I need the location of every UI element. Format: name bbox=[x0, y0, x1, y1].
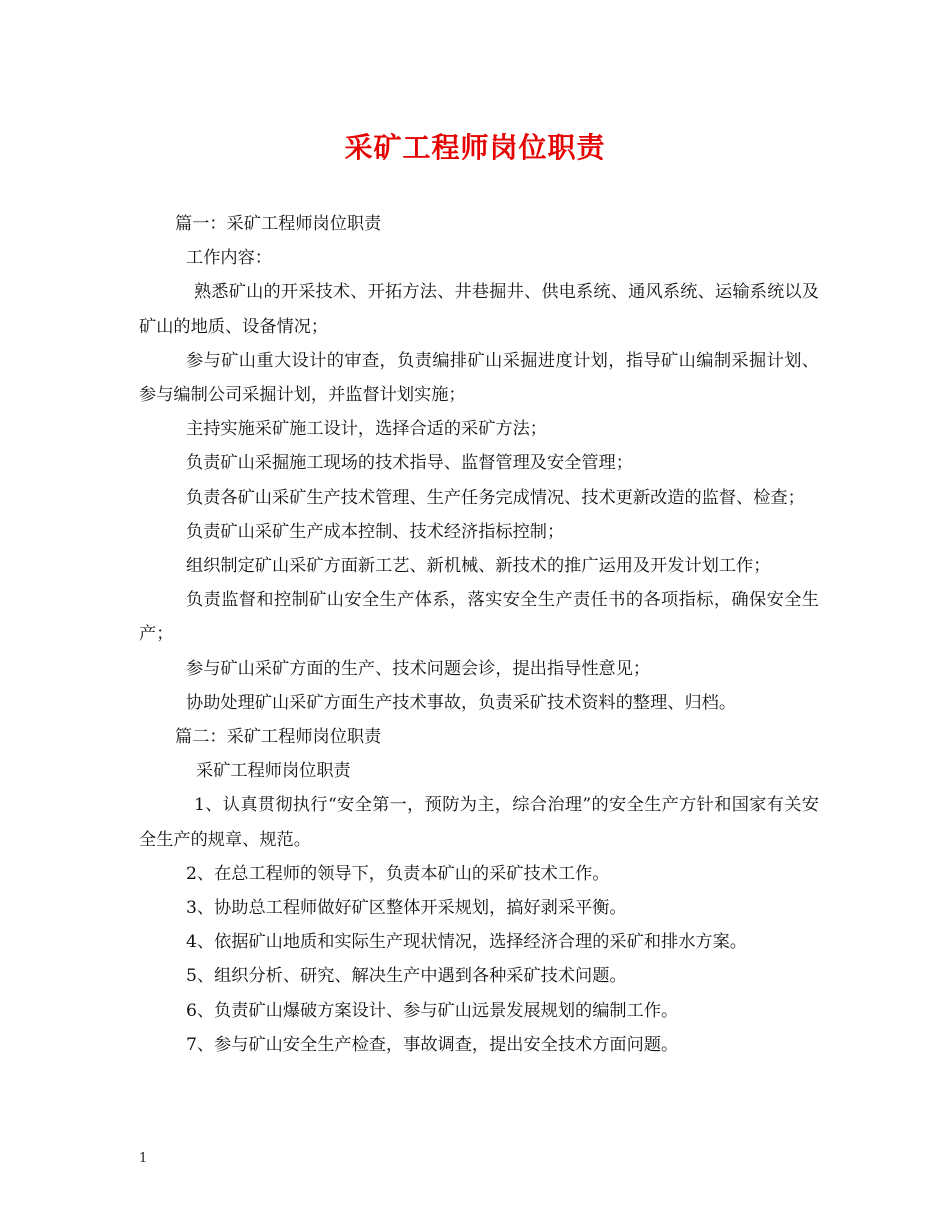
subheading-work-content: 工作内容： bbox=[186, 248, 272, 269]
paragraph: 负责各矿山采矿生产技术管理、生产任务完成情况、技术更新改造的监督、检查； bbox=[186, 487, 805, 508]
subheading-job-duties: 采矿工程师岗位职责 bbox=[196, 761, 351, 782]
paragraph: 参与矿山重大设计的审查，负责编排矿山采掘进度计划，指导矿山编制采掘计划、参与编制公司采掘计划，并监督计划实施； bbox=[139, 350, 819, 406]
paragraph: 负责矿山采掘施工现场的技术指导、监督管理及安全管理； bbox=[186, 453, 633, 474]
paragraph: 负责监督和控制矿山安全生产体系，落实安全生产责任书的各项指标，确保安全生产； bbox=[139, 590, 819, 645]
numbered-item: 2、在总工程师的领导下，负责本矿山的采矿技术工作。 bbox=[186, 863, 610, 884]
paragraph: 参与矿山采矿方面的生产、技术问题会诊，提出指导性意见； bbox=[186, 658, 651, 679]
paragraph: 负责矿山采矿生产成本控制、技术经济指标控制； bbox=[186, 521, 565, 542]
numbered-item: 1、认真贯彻执行“安全第一，预防为主，综合治理”的安全生产方针和国家有关安全生产的规章、规范。 bbox=[139, 795, 819, 850]
paragraph: 主持实施采矿施工设计，选择合适的采矿方法； bbox=[186, 419, 547, 440]
numbered-item: 6、负责矿山爆破方案设计、参与矿山远景发展规划的编制工作。 bbox=[186, 1000, 679, 1021]
page-number: 1 bbox=[139, 1151, 148, 1166]
paragraph: 协助处理矿山采矿方面生产技术事故，负责采矿技术资料的整理、归档。 bbox=[186, 692, 737, 713]
document-body bbox=[139, 207, 819, 1062]
numbered-item: 7、参与矿山安全生产检查，事故调查，提出安全技术方面问题。 bbox=[186, 1034, 679, 1055]
paragraph: 组织制定矿山采矿方面新工艺、新机械、新技术的推广运用及开发计划工作； bbox=[186, 556, 771, 577]
numbered-item: 5、组织分析、研究、解决生产中遇到各种采矿技术问题。 bbox=[186, 966, 627, 987]
document-title: 采矿工程师岗位职责 bbox=[344, 131, 606, 164]
paragraph: 熟悉矿山的开采技术、开拓方法、井巷掘井、供电系统、通风系统、运输系统以及矿山的地质、设备情况； bbox=[139, 282, 819, 337]
numbered-item: 3、协助总工程师做好矿区整体开采规划，搞好剥采平衡。 bbox=[186, 898, 627, 919]
section-heading-2: 篇二：采矿工程师岗位职责 bbox=[175, 727, 382, 748]
section-heading-1: 篇一：采矿工程师岗位职责 bbox=[175, 214, 382, 234]
numbered-item: 4、依据矿山地质和实际生产现状情况，选择经济合理的采矿和排水方案。 bbox=[186, 932, 747, 953]
